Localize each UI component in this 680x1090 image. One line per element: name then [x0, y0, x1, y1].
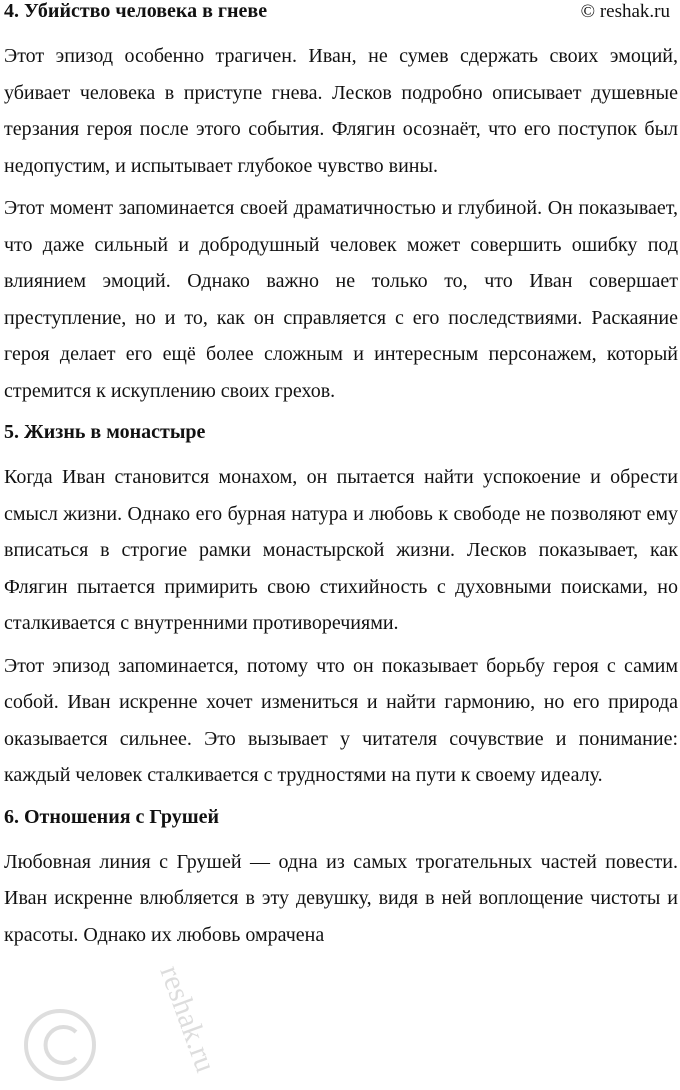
paragraph: Любовная линия с Грушей — одна из самых трогательных частей повести. Иван искренне влюбляется в эту девушку, видя в ней воплощение чистоты и красоты. Однако их любовь омрачена: [4, 850, 678, 946]
section-heading: 4. Убийство человека в гневе: [4, 0, 268, 22]
watermark-logo: [10, 950, 223, 1090]
section-heading: 6. Отношения с Грушей: [4, 805, 220, 828]
paragraph: Этот эпизод запоминается, потому что он показывает борьбу героя с самим собой. Иван искренне хочет измениться и найти гармонию, но его природа оказывается сильнее. Это вызывает у читателя сочувствие и понимание: каждый человек сталкивается с трудностями на пути к своему идеалу.: [4, 654, 678, 786]
watermark-text: reshak.ru: [153, 961, 223, 1077]
source-credit: © reshak.ru: [580, 1, 670, 22]
section-6: [4, 804, 678, 954]
paragraph: Когда Иван становится монахом, он пытается найти успокоение и обрести смысл жизни. Однако его бурная натура и любовь к свободе не позволяют ему вписаться в строгие рамки монастырской жизни. Лесков показывает, как Флягин пытается примирить свою стихийность с духовными поисками, но сталкивается с внутренними противоречиями.: [4, 466, 678, 634]
paragraph: Этот эпизод особенно трагичен. Иван, не сумев сдержать своих эмоций, убивает человека в приступе гнева. Лесков подробно описывает душевные терзания героя после этого события. Флягин осознаёт, что его поступок был недопустим, и испытывает глубокое чувство вины.: [4, 45, 678, 177]
section-5: [4, 419, 678, 794]
section-4: [4, 0, 678, 409]
paragraph: Этот момент запоминается своей драматичностью и глубиной. Он показывает, что даже сильный и добродушный человек может совершить ошибку под влиянием эмоций. Однако важно не только то, что Иван совершает преступление, но и то, как он справляется с его последствиями. Раскаяние героя делает его ещё более сложным и интересным персонажем, который стремится к искуплению своих грехов.: [4, 197, 678, 402]
document-content: [4, 0, 678, 953]
section-heading: 5. Жизнь в монастыре: [4, 421, 206, 443]
